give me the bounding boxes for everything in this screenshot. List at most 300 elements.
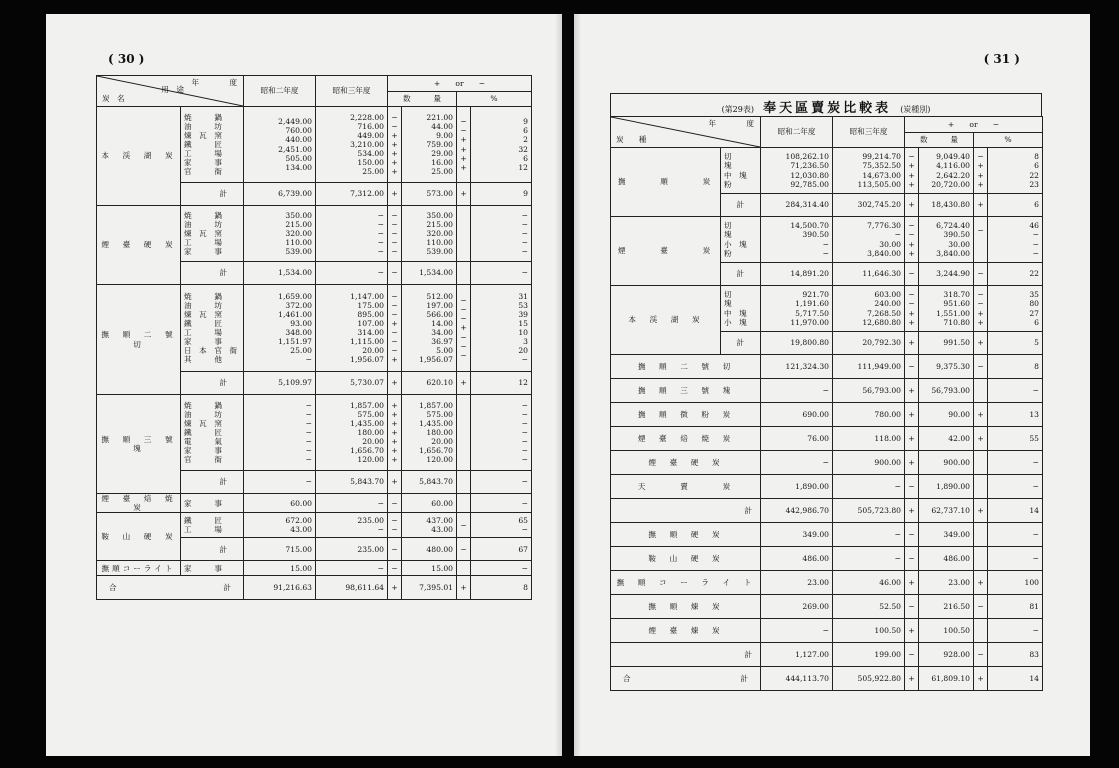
right-table-title — [610, 93, 1042, 116]
coal-row-year1: 1,890.00 — [761, 475, 833, 499]
subtotal-label: 計 — [721, 332, 761, 355]
coal-row-label: 撫 順 硬 炭 — [611, 523, 761, 547]
coal-row-qty: 1,890.00 — [919, 475, 974, 499]
subtotal-sign: + — [905, 332, 919, 355]
coal-row-pct: 8 — [988, 355, 1043, 379]
coal-row-qty: 486.00 — [919, 547, 974, 571]
year1-values: 672.00 43.00 — [244, 513, 316, 538]
coal-row-year2: 52.50 — [833, 595, 905, 619]
diff-pct: 46 − − − — [988, 217, 1043, 263]
right-corner-top: 年 — [708, 119, 717, 128]
subtotal-pct: 12 — [471, 372, 532, 395]
diff-qty: 221.00 44.00 9.00 759.00 29.00 16.00 25.00 — [402, 107, 457, 183]
coal-group-label: 本 渓 湖 炭 — [97, 107, 181, 206]
coal-row-qty: 100.50 — [919, 619, 974, 643]
type-list: 切 塊 中 塊 粉 — [721, 148, 761, 194]
subtotal-year2: 302,745.20 — [833, 194, 905, 217]
subtotal-pct-sign: − — [457, 538, 471, 561]
subtotal-pct: 5 — [988, 332, 1043, 355]
grand-total-row-label: 合 計 — [611, 667, 761, 691]
grand-total-row-sign: + — [905, 667, 919, 691]
subtotal-sign: + — [905, 194, 919, 217]
coal-row-qty: 216.50 — [919, 595, 974, 619]
coal-row-sign: + — [905, 379, 919, 403]
subtotal-pct: − — [471, 262, 532, 285]
coal-row-qty: 56,793.00 — [919, 379, 974, 403]
subtotal-pct-sign — [457, 471, 471, 494]
year1-values: 1,659.00 372.00 1,461.00 93.00 348.00 1,151.97 25.00 − — [244, 285, 316, 372]
table-title: 奉天區賣炭比較表 — [763, 101, 892, 116]
right-header-year1: 昭和二年度 — [761, 117, 833, 148]
coal-row-pct-sign — [974, 523, 988, 547]
diff-sign: − + + + — [905, 148, 919, 194]
grand-total-row-year1: 444,113.70 — [761, 667, 833, 691]
coal-row-label: 撫 順 二 號 切 — [611, 355, 761, 379]
left-header-diff: + or − — [388, 76, 532, 92]
diff-sign: + + + + + + + — [388, 395, 402, 471]
coal-group-label: 撫順コーライト — [97, 561, 181, 576]
subtotal-year1: 6,739.00 — [244, 183, 316, 206]
subtotal-year2: − — [316, 262, 388, 285]
diff-qty: 60.00 — [402, 494, 457, 513]
table-row — [97, 513, 532, 538]
coal-row-year1: 269.00 — [761, 595, 833, 619]
year2-values: 235.00 − — [316, 513, 388, 538]
coal-row-pct-sign: − — [974, 355, 988, 379]
coal-row-label: 天 賣 炭 — [611, 475, 761, 499]
coal-group-label: 本 渓 湖 炭 — [611, 286, 721, 355]
coal-row-pct-sign — [974, 619, 988, 643]
coal-row-pct-sign — [974, 547, 988, 571]
diff-pct: − − − − − — [471, 206, 532, 262]
subtotal-sign: + — [388, 471, 402, 494]
coal-group-label: 撫 順 炭 — [611, 148, 721, 217]
pct-sign: − − + + + + — [457, 107, 471, 183]
coal-row-year2: 56,793.00 — [833, 379, 905, 403]
diff-pct: 31 53 39 15 10 3 20 − — [471, 285, 532, 372]
left-corner-header — [97, 76, 244, 107]
coal-row-label: 鞍 山 硬 炭 — [611, 547, 761, 571]
diff-pct: − − − − − − − — [471, 395, 532, 471]
coal-row — [611, 475, 1043, 499]
subtotal-row-sign: − — [905, 643, 919, 667]
year1-values: 60.00 — [244, 494, 316, 513]
year1-values: 2,449.00 760.00 440.00 2,451.00 505.00 134.00 — [244, 107, 316, 183]
left-corner-year — [191, 78, 237, 87]
coal-row-year2: − — [833, 523, 905, 547]
coal-row-label: 煙 臺 硬 炭 — [611, 451, 761, 475]
left-corner-right: 度 — [229, 78, 237, 87]
subtotal-pct-sign — [457, 262, 471, 285]
year2-values: − — [316, 561, 388, 576]
subtotal-row-year2: 505,723.80 — [833, 499, 905, 523]
subtotal-sign: + — [388, 372, 402, 395]
coal-row-pct: − — [988, 547, 1043, 571]
subtotal-pct-sign: − — [974, 263, 988, 286]
coal-row-pct-sign: + — [974, 427, 988, 451]
table-row — [611, 148, 1043, 194]
grand-total-row-pct: 8 — [471, 576, 532, 600]
year2-values: − − − − − — [316, 206, 388, 262]
diff-sign: − − + + — [905, 286, 919, 332]
coal-row-year1: 349.00 — [761, 523, 833, 547]
subtotal-qty: 18,430.80 — [919, 194, 974, 217]
coal-group-label: 煙 臺 硬 炭 — [97, 206, 181, 285]
subtotal-row-pct-sign: − — [974, 643, 988, 667]
subtotal-qty: 573.00 — [402, 183, 457, 206]
coal-group-label: 撫 順 二 號 切 — [97, 285, 181, 395]
coal-row-year2: − — [833, 547, 905, 571]
coal-row-label: 撫 順 徴 粉 炭 — [611, 403, 761, 427]
diff-qty: 1,857.00 575.00 1,435.00 180.00 20.00 1,656.70 120.00 — [402, 395, 457, 471]
subtotal-row-pct: 14 — [988, 499, 1043, 523]
left-corner-coal: 炭 名 — [102, 93, 125, 103]
coal-row-qty: 23.00 — [919, 571, 974, 595]
coal-row-label: 撫 順 煉 炭 — [611, 595, 761, 619]
coal-row-pct: 81 — [988, 595, 1043, 619]
subtotal-pct-sign: + — [457, 183, 471, 206]
use-list: 焼 鍋 油 坊 煉 瓦 窯 鐵 匠 電 氣 家 事 官 衙 — [181, 395, 244, 471]
right-corner-coal: 炭 種 — [616, 134, 647, 144]
subtotal-sign: + — [388, 183, 402, 206]
left-page — [46, 14, 562, 756]
subtotal-year1: 14,891.20 — [761, 263, 833, 286]
coal-row-sign: − — [905, 355, 919, 379]
coal-row — [611, 355, 1043, 379]
subtotal-label: 計 — [181, 471, 244, 494]
subtotal-row-label: 計 — [611, 499, 761, 523]
right-gutter-shadow — [574, 14, 581, 756]
subtotal-qty: 3,244.90 — [919, 263, 974, 286]
pct-sign: − − − + − − − — [457, 285, 471, 372]
subtotal-qty: 1,534.00 — [402, 262, 457, 285]
coal-row-label: 撫 順 コ ー ラ イ ト — [611, 571, 761, 595]
diff-qty: 6,724.40 390.50 30.00 3,840.00 — [919, 217, 974, 263]
subtotal-pct: 22 — [988, 263, 1043, 286]
use-list: 焼 鍋 油 坊 煉 瓦 窯 鐵 匠 工 場 家 事 日 本 官 衙 其 他 — [181, 285, 244, 372]
coal-row-pct: 100 — [988, 571, 1043, 595]
subtotal-sign: − — [388, 538, 402, 561]
subtotal-pct: 67 — [471, 538, 532, 561]
use-list: 焼 鍋 油 坊 煉 瓦 窯 工 場 家 事 — [181, 206, 244, 262]
coal-row-qty: 42.00 — [919, 427, 974, 451]
diff-sign: − − − + − − − + — [388, 285, 402, 372]
subtotal-label: 計 — [181, 183, 244, 206]
use-list: 家 事 — [181, 561, 244, 576]
year1-values: 14,500.70 390.50 − − — [761, 217, 833, 263]
coal-row-sign: − — [905, 595, 919, 619]
subtotal-qty: 620.10 — [402, 372, 457, 395]
coal-row — [611, 571, 1043, 595]
year1-values: 108,262.10 71,236.50 12,030.80 92,785.00 — [761, 148, 833, 194]
diff-qty: 318.70 951.60 1,551.00 710.80 — [919, 286, 974, 332]
coal-row-year2: − — [833, 475, 905, 499]
coal-row — [611, 427, 1043, 451]
grand-total-row-year2: 98,611.64 — [316, 576, 388, 600]
table-row — [97, 561, 532, 576]
coal-row — [611, 547, 1043, 571]
diff-pct: − — [471, 561, 532, 576]
coal-row-year1: − — [761, 379, 833, 403]
coal-row-pct: − — [988, 523, 1043, 547]
coal-row-year1: 121,324.30 — [761, 355, 833, 379]
right-header-qty: 数 量 — [905, 132, 974, 148]
pct-sign: − — [974, 217, 988, 263]
subtotal-qty: 991.50 — [919, 332, 974, 355]
coal-row-pct: − — [988, 451, 1043, 475]
left-table — [96, 75, 532, 600]
left-header-year1: 昭和二年度 — [244, 76, 316, 107]
coal-row-year2: 46.00 — [833, 571, 905, 595]
diff-sign: − — [388, 494, 402, 513]
coal-row-label: 煙 臺 焙 焼 炭 — [611, 427, 761, 451]
grand-total-row-qty: 61,809.10 — [919, 667, 974, 691]
right-page — [574, 14, 1090, 756]
coal-group-label: 煙 臺 炭 — [611, 217, 721, 286]
diff-qty: 350.00 215.00 320.00 110.00 539.00 — [402, 206, 457, 262]
subtotal-year1: 715.00 — [244, 538, 316, 561]
coal-row-year2: 111,949.00 — [833, 355, 905, 379]
diff-sign: − − + + — [905, 217, 919, 263]
coal-row-pct-sign: − — [974, 595, 988, 619]
coal-row-pct-sign — [974, 475, 988, 499]
coal-group-label: 撫 順 三 號 塊 — [97, 395, 181, 494]
subtotal-row-pct: 83 — [988, 643, 1043, 667]
subtotal-row-qty: 62,737.10 — [919, 499, 974, 523]
subtotal-year2: 11,646.30 — [833, 263, 905, 286]
subtotal-pct: − — [471, 471, 532, 494]
subtotal-pct-sign: + — [974, 332, 988, 355]
subtotal-year2: 5,730.07 — [316, 372, 388, 395]
subtotal-row-label: 計 — [611, 643, 761, 667]
table-row — [97, 395, 532, 471]
coal-row-pct-sign — [974, 379, 988, 403]
grand-total-row — [97, 576, 532, 600]
table-row — [97, 107, 532, 183]
year1-values: 350.00 215.00 320.00 110.00 539.00 — [244, 206, 316, 262]
subtotal-pct: 6 — [988, 194, 1043, 217]
grand-total-row-year2: 505,922.80 — [833, 667, 905, 691]
diff-pct: 8 6 22 23 — [988, 148, 1043, 194]
subtotal-year2: 5,843.70 — [316, 471, 388, 494]
year2-values: 2,228.00 716.00 449.00 3,210.00 534.00 150.00 25.00 — [316, 107, 388, 183]
coal-row-sign: + — [905, 427, 919, 451]
diff-pct: 9 6 2 32 6 12 — [471, 107, 532, 183]
grand-total-row-pct-sign: + — [974, 667, 988, 691]
pct-sign: − — [457, 513, 471, 538]
right-corner-header — [611, 117, 761, 148]
year2-values: 1,147.00 175.00 895.00 107.00 314.00 1,115.00 20.00 1,956.07 — [316, 285, 388, 372]
coal-row — [611, 595, 1043, 619]
subtotal-year2: 235.00 — [316, 538, 388, 561]
right-header-diff: + or − — [905, 117, 1043, 133]
grand-total-row — [611, 667, 1043, 691]
left-table-body — [97, 76, 532, 600]
year2-values: 99,214.70 75,352.50 14,673.00 113,505.00 — [833, 148, 905, 194]
pct-sign — [457, 561, 471, 576]
grand-total-row-sign: + — [388, 576, 402, 600]
table-row — [611, 217, 1043, 263]
type-list: 切 塊 中 塊 小 塊 — [721, 286, 761, 332]
coal-row-sign: + — [905, 619, 919, 643]
diff-qty: 512.00 197.00 566.00 14.00 34.00 36.97 5.00 1,956.07 — [402, 285, 457, 372]
coal-row — [611, 619, 1043, 643]
subtotal-row-year1: 442,986.70 — [761, 499, 833, 523]
coal-row-pct: − — [988, 475, 1043, 499]
coal-row-year1: 486.00 — [761, 547, 833, 571]
coal-row-sign: + — [905, 451, 919, 475]
coal-row — [611, 403, 1043, 427]
use-list: 焼 鍋 油 坊 煉 瓦 窯 鐵 匠 工 場 家 事 官 衙 — [181, 107, 244, 183]
subtotal-label: 計 — [721, 263, 761, 286]
coal-row-year2: 900.00 — [833, 451, 905, 475]
diff-sign: − − — [388, 513, 402, 538]
coal-row-year2: 118.00 — [833, 427, 905, 451]
table-row — [611, 286, 1043, 332]
subtotal-row-year2: 199.00 — [833, 643, 905, 667]
subtotal-label: 計 — [181, 538, 244, 561]
left-corner-top: 年 — [191, 78, 200, 87]
type-list: 切 塊 小 塊 粉 — [721, 217, 761, 263]
use-list: 家 事 — [181, 494, 244, 513]
right-corner-right: 度 — [746, 119, 754, 128]
subtotal-year1: − — [244, 471, 316, 494]
left-header-pct: % — [457, 91, 532, 107]
subtotal-row-pct-sign: + — [974, 499, 988, 523]
year1-values: 921.70 1,191.60 5,717.50 11,970.00 — [761, 286, 833, 332]
subtotal-year1: 1,534.00 — [244, 262, 316, 285]
left-page-number: ( 30 ) — [108, 52, 145, 66]
coal-row-qty: 349.00 — [919, 523, 974, 547]
diff-sign: − − + + + + + — [388, 107, 402, 183]
coal-row — [611, 379, 1043, 403]
table-row — [97, 206, 532, 262]
coal-row-year1: − — [761, 451, 833, 475]
coal-row-qty: 90.00 — [919, 403, 974, 427]
coal-row-pct-sign: + — [974, 571, 988, 595]
grand-total-row-label: 合 計 — [97, 576, 244, 600]
table-row — [97, 494, 532, 513]
diff-sign: − − − − − — [388, 206, 402, 262]
subtotal-sign: − — [905, 263, 919, 286]
subtotal-year1: 284,314.40 — [761, 194, 833, 217]
grand-total-row-pct: 14 — [988, 667, 1043, 691]
coal-row-year1: 690.00 — [761, 403, 833, 427]
coal-row-pct: − — [988, 379, 1043, 403]
coal-row-pct: − — [988, 619, 1043, 643]
subtotal-year2: 20,792.30 — [833, 332, 905, 355]
subtotal-pct-sign: + — [974, 194, 988, 217]
coal-row-sign: + — [905, 571, 919, 595]
diff-pct: 35 80 27 6 — [988, 286, 1043, 332]
subtotal-pct: 9 — [471, 183, 532, 206]
subtotal-row-qty: 928.00 — [919, 643, 974, 667]
coal-row-pct-sign: + — [974, 403, 988, 427]
subtotal-qty: 480.00 — [402, 538, 457, 561]
subtotal-label: 計 — [181, 372, 244, 395]
coal-row-year2: 100.50 — [833, 619, 905, 643]
left-header-year2: 昭和三年度 — [316, 76, 388, 107]
subtotal-label: 計 — [721, 194, 761, 217]
coal-row — [611, 523, 1043, 547]
grand-total-row-pct-sign: + — [457, 576, 471, 600]
pct-sign — [457, 206, 471, 262]
subtotal-label: 計 — [181, 262, 244, 285]
pct-sign — [457, 494, 471, 513]
use-list: 鐵 匠 工 場 — [181, 513, 244, 538]
subtotal-row — [611, 643, 1043, 667]
left-gutter-shadow — [555, 14, 562, 756]
diff-qty: 15.00 — [402, 561, 457, 576]
pct-sign: − + + + — [974, 148, 988, 194]
table-number: (第29表) — [721, 105, 754, 114]
grand-total-row-year1: 91,216.63 — [244, 576, 316, 600]
coal-group-label: 鞍 山 硬 炭 — [97, 513, 181, 561]
year2-values: 603.00 240.00 7,268.50 12,680.80 — [833, 286, 905, 332]
right-page-number: ( 31 ) — [983, 52, 1020, 66]
coal-row-label: 撫 順 三 號 塊 — [611, 379, 761, 403]
coal-row-sign: − — [905, 523, 919, 547]
coal-row-year1: 23.00 — [761, 571, 833, 595]
diff-pct: 65 − — [471, 513, 532, 538]
diff-qty: 437.00 43.00 — [402, 513, 457, 538]
left-corner-use: 用 途 — [161, 85, 185, 94]
subtotal-row — [611, 499, 1043, 523]
right-table-body — [611, 117, 1043, 691]
coal-row-year1: 76.00 — [761, 427, 833, 451]
grand-total-row-qty: 7,395.01 — [402, 576, 457, 600]
coal-group-label: 煙 臺 焙 焼 炭 — [97, 494, 181, 513]
coal-row-qty: 900.00 — [919, 451, 974, 475]
right-table — [610, 116, 1043, 691]
left-header-qty: 数 量 — [388, 91, 457, 107]
coal-row-pct: 55 — [988, 427, 1043, 451]
diff-qty: 9,049.40 4,116.00 2,642.20 20,720.00 — [919, 148, 974, 194]
subtotal-row-year1: 1,127.00 — [761, 643, 833, 667]
subtotal-year1: 19,800.80 — [761, 332, 833, 355]
right-header-year2: 昭和三年度 — [833, 117, 905, 148]
subtotal-year2: 7,312.00 — [316, 183, 388, 206]
diff-sign: − — [388, 561, 402, 576]
coal-row-sign: − — [905, 475, 919, 499]
right-header-pct: % — [974, 132, 1043, 148]
pct-sign — [457, 395, 471, 471]
table-row — [97, 285, 532, 372]
year1-values: 15.00 — [244, 561, 316, 576]
subtotal-qty: 5,843.70 — [402, 471, 457, 494]
coal-row-year2: 780.00 — [833, 403, 905, 427]
coal-row-pct: 13 — [988, 403, 1043, 427]
right-corner-year — [708, 119, 754, 128]
year2-values: − — [316, 494, 388, 513]
coal-row-pct-sign — [974, 451, 988, 475]
coal-row-year1: − — [761, 619, 833, 643]
coal-row-label: 煙 臺 煉 炭 — [611, 619, 761, 643]
coal-row-sign: − — [905, 547, 919, 571]
table-subtitle: (炭種別) — [900, 105, 931, 114]
coal-row — [611, 451, 1043, 475]
year2-values: 7,776.30 − 30.00 3,840.00 — [833, 217, 905, 263]
subtotal-sign: − — [388, 262, 402, 285]
pct-sign: − − + + — [974, 286, 988, 332]
subtotal-year1: 5,109.97 — [244, 372, 316, 395]
subtotal-row-sign: + — [905, 499, 919, 523]
right-title-underline — [716, 97, 937, 117]
subtotal-pct-sign: + — [457, 372, 471, 395]
year1-values: − − − − − − − — [244, 395, 316, 471]
year2-values: 1,857.00 575.00 1,435.00 180.00 20.00 1,656.70 120.00 — [316, 395, 388, 471]
diff-pct: − — [471, 494, 532, 513]
